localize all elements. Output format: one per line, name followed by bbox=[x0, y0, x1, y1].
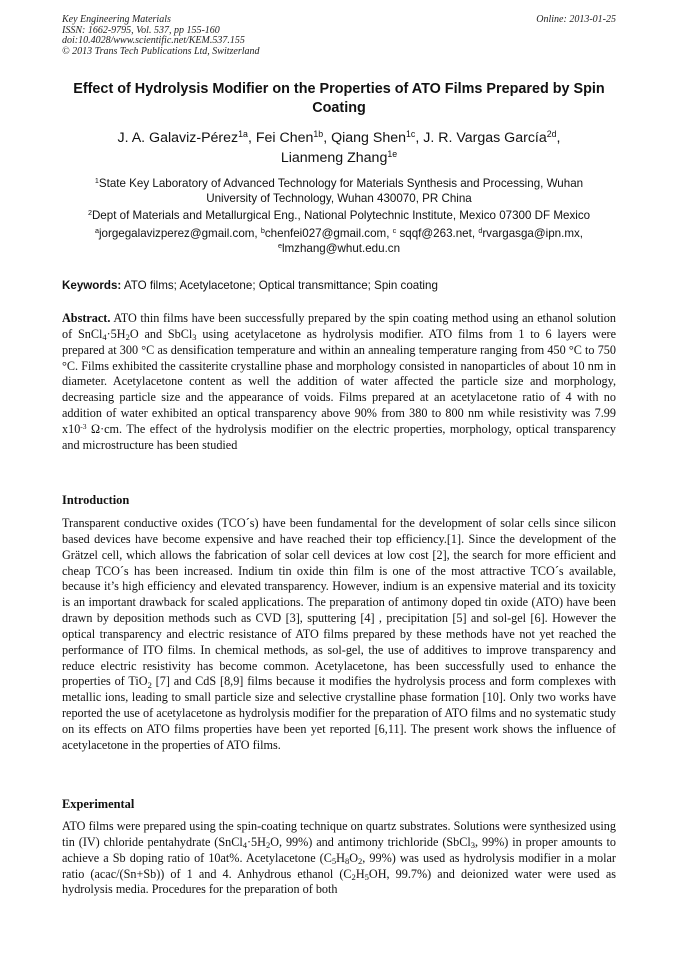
keywords-label: Keywords: bbox=[62, 279, 122, 292]
subscript: 3 bbox=[470, 839, 476, 850]
paper-title: Effect of Hydrolysis Modifier on the Properties of ATO Films Prepared by Spin Coating bbox=[73, 81, 605, 116]
affiliation-line: Dept of Materials and Metallurgical Eng., National Polytechnic Institute, Mexico 07300 DF Mexico bbox=[91, 209, 591, 222]
subscript: 3 bbox=[192, 331, 197, 342]
experimental-paragraph bbox=[62, 819, 616, 898]
subscript: 2 bbox=[125, 331, 130, 342]
paragraph-text: OH, 99.7%) and deionized water were used as hydrolysis media. Procedures for the preparation of both bbox=[62, 866, 616, 897]
paragraph-text: O bbox=[349, 850, 359, 865]
paragraph-text: ·5H bbox=[246, 834, 266, 849]
author-affiliation-marker: 1b bbox=[313, 129, 324, 140]
email-address[interactable]: jorgegalavizperez@gmail.com bbox=[98, 227, 255, 240]
author-name: Fei Chen bbox=[255, 130, 314, 146]
paragraph-text: H bbox=[355, 866, 365, 881]
email-marker: a bbox=[94, 226, 99, 236]
abstract-text: O and SbCl bbox=[129, 326, 193, 341]
abstract-text: Ω·cm. The effect of the hydrolysis modifier on the electric properties, morphology, optical transparency and microstructure has been studied bbox=[62, 421, 616, 452]
email-marker: d bbox=[478, 226, 483, 236]
journal-header bbox=[62, 15, 616, 57]
subscript: 2 bbox=[265, 839, 271, 850]
author-name: J. A. Galaviz-Pérez bbox=[117, 130, 239, 146]
email-marker: b bbox=[260, 226, 265, 236]
subscript: 4 bbox=[102, 331, 107, 342]
paragraph-text: ATO films were prepared using the spin-coating technique on quartz substrates. Solutions were synthesized using tin (IV) chloride pentahydrate (SnCl bbox=[62, 819, 616, 849]
paragraph-text: [7] and CdS [8,9] films because it modifies the hydrolysis process and form complexes with metallic ions, leading to small particle size and selective crystalline phase formation [10]. Only two works have reported the use of acetylacetone as hydrolysis modifier for the preparation of ATO films and no systematic study on its effects on ATO films properties have been yet reported [6,11]. The present work shows the influence of acetylacetone in the properties of ATO films. bbox=[62, 674, 616, 752]
author-list: J. A. Galaviz-Pérez$^{1a}$, Fei Chen$^{1b}$, Qiang Shen$^{1c}$, J. R. Vargas García$^{2d}$, Lianmeng Zhang$^{1e}$ bbox=[117, 129, 561, 166]
affiliation-1 bbox=[62, 177, 616, 207]
affiliation-line: State Key Laboratory of Advanced Technology for Materials Synthesis and Processing, Wuhan bbox=[98, 177, 584, 190]
abstract-text: ATO thin films have been successfully prepared by the spin coating method using an ethanol solution of SnCl bbox=[62, 311, 616, 341]
subscript: 5 bbox=[364, 871, 369, 882]
email-address[interactable]: sqqf@263.net bbox=[399, 227, 472, 240]
author-name: Qiang Shen bbox=[331, 130, 407, 146]
email-address[interactable]: chenfei027@gmail.com bbox=[264, 227, 387, 240]
affiliation-line: University of Technology, Wuhan 430070, PR China bbox=[206, 191, 472, 205]
keywords bbox=[62, 279, 616, 293]
affiliation-marker: 1 bbox=[94, 176, 99, 186]
abstract-text: ·5H bbox=[106, 326, 126, 341]
paragraph-text: H bbox=[336, 850, 345, 865]
paragraph-text: Transparent conductive oxides (TCO´s) have been fundamental for the development of solar cells since silicon based devices have become expensive and have reached their top efficiency.[1]. Since the development of the Grätzel cell, which allows the fabrication of solar cell devices at low cost [2], the search for more efficient and cheap TCO´s has been increased. Indium tin oxide thin film is one of the most attractive TCO´s available, because it’s high efficiency and elevated transparency. However, indium is an expensive material and its toxicity is an important drawback for scaled applications. The preparation of antimony doped tin oxide (ATO) have been drawn by deposition methods such as CVD [3], sputtering [4] , precipitation [5] and sol-gel [6]. However the optical transparency and electric resistance of ATO films prepared by these methods have not yet reached the performance of ITO films. In chemical methods, as sol-gel, the use of additives to improve transparency and reduce electric resistivity has become common. Acetylacetone, has been successfully used to enhance the properties of TiO bbox=[62, 516, 616, 689]
superscript: -3 bbox=[80, 421, 87, 431]
subscript: 8 bbox=[344, 855, 350, 866]
author-name: J. R. Vargas García bbox=[423, 130, 547, 146]
abstract-label: Abstract. bbox=[62, 311, 111, 325]
journal-copyright: © 2013 Trans Tech Publications Ltd, Switzerland bbox=[62, 45, 260, 57]
journal-doi: doi:10.4028/www.scientific.net/KEM.537.155 bbox=[62, 35, 245, 47]
author-emails: $^a$jorgegalavizperez@gmail.com, $^b$chenfei027@gmail.com, $^c$ sqqf@263.net, $^d$rvargasga@ipn.mx, $^e$lmzhang@whut.edu.cn bbox=[94, 226, 584, 255]
section-heading-introduction: Introduction bbox=[62, 493, 130, 507]
paragraph-text: , 99%) was used as hydrolysis modifier in a molar ratio (acac/(Sn+Sb)) of 1 and 4. Anhydrous ethanol (C bbox=[62, 850, 616, 881]
subscript: 4 bbox=[242, 839, 247, 850]
abstract bbox=[62, 311, 616, 454]
paragraph-text: , 99%) in proper amounts to achieve a Sb doping ratio of 10at%. Acetylacetone (C bbox=[62, 834, 616, 865]
author-affiliation-marker: 2d bbox=[546, 129, 557, 140]
introduction-paragraph bbox=[62, 516, 616, 754]
author-affiliation-marker: 1a bbox=[238, 129, 248, 140]
affiliation-2 bbox=[62, 209, 616, 224]
subscript: 2 bbox=[351, 871, 356, 882]
email-address[interactable]: rvargasga@ipn.mx bbox=[482, 227, 580, 240]
abstract-text: using acetylacetone as hydrolysis modifier. ATO films from 1 to 6 layers were prepared at 300 °C as densification temperature and within an annealing temperature ranging from 450 °C to 750 °C. Films exhibited the cassiterite crystalline phase and morphology consisted in nanoparticles of about 10 nm in diameter. Acetylacetone content as well the addition of water affected the particle size and morphology, decreasing particle size and the appearance of voids. Films prepared at an acetylacetone ratio of 4 with no addition of water exhibited an optical transparency above 90% from 380 to 800 nm while resistivity was 7.99 x10 bbox=[62, 326, 616, 436]
journal-issn: ISSN: 1662-9795, Vol. 537, pp 155-160 bbox=[62, 24, 220, 36]
journal-name: Key Engineering Materials bbox=[62, 14, 171, 25]
author-name: Lianmeng Zhang bbox=[280, 149, 388, 166]
author-affiliation-marker: 1c bbox=[406, 129, 416, 140]
subscript: 5 bbox=[331, 855, 337, 866]
affiliation-marker: 2 bbox=[87, 208, 92, 218]
email-address[interactable]: lmzhang@whut.edu.cn bbox=[281, 241, 401, 255]
paragraph-text: O, 99%) and antimony trichloride (SbCl bbox=[270, 834, 471, 849]
author-affiliation-marker: 1e bbox=[387, 148, 398, 159]
section-heading-experimental: Experimental bbox=[62, 797, 135, 811]
subscript: 2 bbox=[147, 679, 152, 690]
email-marker: c bbox=[392, 226, 397, 236]
email-marker: e bbox=[277, 240, 282, 250]
subscript: 2 bbox=[358, 855, 363, 866]
online-date: Online: 2013-01-25 bbox=[536, 14, 616, 25]
keywords-text: ATO films; Acetylacetone; Optical transmittance; Spin coating bbox=[123, 279, 438, 292]
